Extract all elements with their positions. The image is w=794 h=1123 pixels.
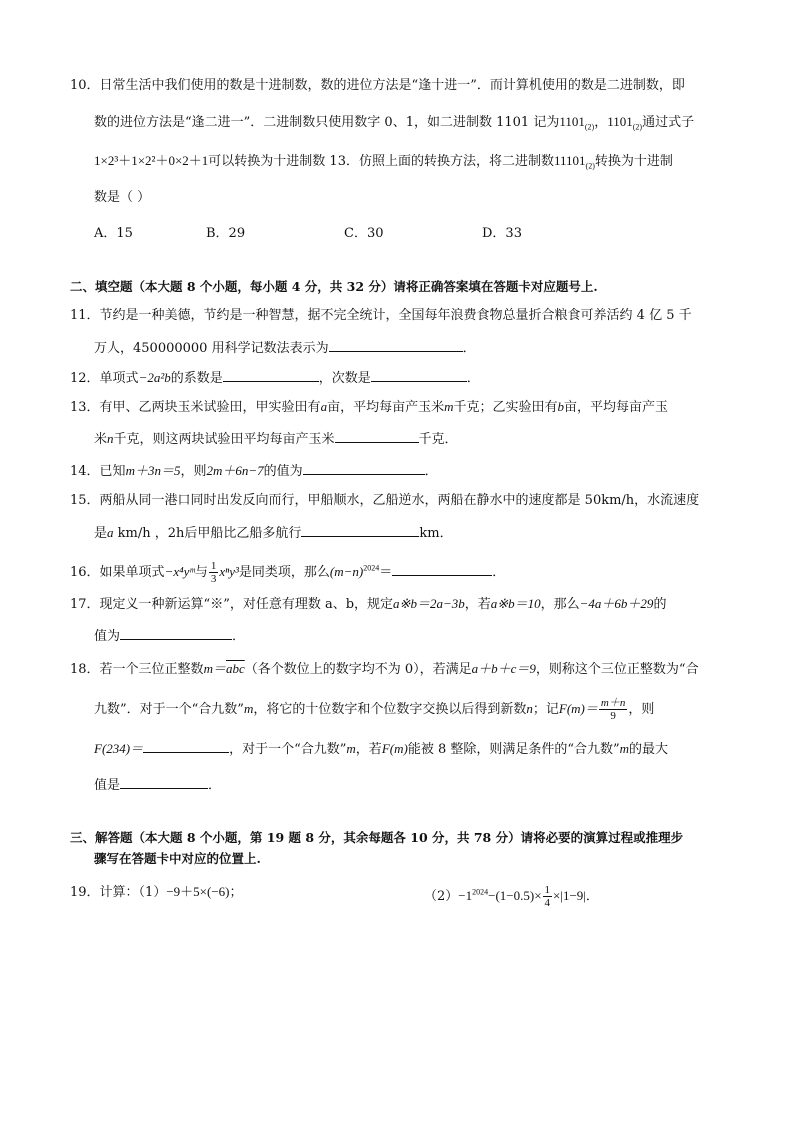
- answer-blank: [335, 429, 419, 443]
- section3-heading-line1: 三、解答题（本大题 8 个小题，第 19 题 8 分，其余每题各 10 分，共 78 分）请将必要的演算过程或推理步: [70, 830, 684, 845]
- answer-blank: [371, 368, 467, 382]
- q10-line3: 1×2³＋1×2²＋0×2＋1可以转换为十进制数 13．仿照上面的转换方法，将二进制数$11101_{(2)}$转换为十进制: [94, 153, 673, 171]
- q17-line1: 17．现定义一种新运算“※”，对任意有理数 a、b，规定a※b＝2a−3b，若a※b＝10，那么−4a＋6b＋29的: [70, 596, 667, 612]
- q10-option-c: C．30: [344, 226, 384, 241]
- q15-line1: 15．两船从同一港口同时出发反向而行，甲船顺水，乙船逆水，两船在静水中的速度都是 50km/h，水流速度: [70, 493, 700, 508]
- answer-blank: [392, 562, 492, 576]
- question-number: 14．: [70, 464, 100, 479]
- question-number: 18．: [70, 662, 100, 677]
- answer-blank: [223, 368, 319, 382]
- answer-blank: [120, 626, 232, 640]
- fraction: $\frac{1}{4}$: [544, 884, 551, 909]
- q19-part2: $(2)-1^{2024}-(1-0.5)\times$ $\frac{1}{4}$ ×|1−9|．: [424, 884, 599, 909]
- binary-expansion-formula: 1×2³＋1×2²＋0×2＋1: [94, 153, 209, 168]
- section2-heading: 二、填空题（本大题 8 个小题，每小题 4 分，共 32 分）请将正确答案填在答题卡对应题号上.: [70, 279, 598, 294]
- q18-line1: 18．若一个三位正整数$m=\overline{abc}$（各个数位上的数字均不为 0），若满足a＋b＋c＝9，则称这个三位正整数为“合: [70, 661, 699, 677]
- q18-line4: 值是 ．: [94, 775, 221, 794]
- q10-line1: 10．日常生活中我们使用的数是十进制数，数的进位方法是“逢十进一”．而计算机使用的数是二进制数，即: [70, 78, 685, 93]
- q12-line1: 12．单项式−2a²b的系数是 ，次数是 ．: [70, 370, 480, 386]
- q13-line1: 13．有甲、乙两块玉米试验田，甲实验田有a亩，平均每亩产玉米m千克；乙实验田有b亩，平均每亩产玉: [70, 399, 668, 415]
- answer-blank: [120, 775, 208, 789]
- answer-blank: [303, 461, 425, 475]
- q11-line1: 11．节约是一种美德，节约是一种智慧，据不完全统计，全国每年浪费食物总量折合粮食可养活约 4 亿 5 千: [70, 308, 692, 323]
- question-number: 11．: [70, 308, 100, 323]
- q18-line3: F(234)＝ ，对于一个“合九数”m，若F(m)能被 8 整除，则满足条件的“合九数”m的最大: [94, 741, 669, 757]
- q19-part1: 19．计算：（1）−9＋5×(−6)；: [70, 884, 243, 900]
- question-number: 12．: [70, 371, 100, 386]
- q11-line2: 万人，450000000 用科学记数法表示为 ．: [94, 338, 476, 357]
- fraction: $\frac{m+n}{9}$: [600, 697, 626, 722]
- question-number: 17．: [70, 597, 100, 612]
- answer-blank: [143, 739, 229, 753]
- fraction: $\frac{1}{3}$: [210, 560, 217, 585]
- q10-line2: 数的进位方法是“逢二进一”．二进制数只使用数字 0、1，如二进制数 1101 记为$1101_{(2)}$，$1101_{(2)}$通过式子: [94, 114, 695, 132]
- question-number: 13．: [70, 400, 100, 415]
- section3-heading-line2: 骤写在答题卡中对应的位置上.: [94, 851, 261, 866]
- q14-line1: 14．已知m＋3n＝5，则2m＋6n−7的值为 ．: [70, 463, 438, 479]
- q15-line2: 是a km/h ，2h后甲船比乙船多航行 km．: [94, 525, 453, 541]
- q18-line2: 九数”．对于一个“合九数”m，将它的十位数字和个位数字交换以后得到新数n；记F(m)＝ $\frac{m+n}{9}$ ，则: [94, 697, 655, 722]
- q10-option-d: D．33: [482, 226, 522, 241]
- q16-line1: 16．如果单项式−x⁴yᵐ与 $\frac{1}{3}$ xⁿy³是同类项，那么$(m-n)^{2024}=$ ．: [70, 560, 506, 585]
- q10-option-b: B．29: [206, 226, 246, 241]
- question-number: 15．: [70, 493, 100, 508]
- answer-blank: [329, 338, 463, 352]
- q10-line4: 数是（ ）: [94, 190, 151, 205]
- q17-line2: 值为 ．: [94, 626, 245, 645]
- question-number: 10．: [70, 78, 100, 93]
- answer-blank: [301, 523, 419, 537]
- q13-line2: 米n千克，则这两块试验田平均每亩产玉米 千克．: [94, 431, 458, 447]
- question-number: 16．: [70, 565, 100, 580]
- q10-option-a: A．15: [94, 226, 133, 241]
- question-number: 19．: [70, 885, 100, 900]
